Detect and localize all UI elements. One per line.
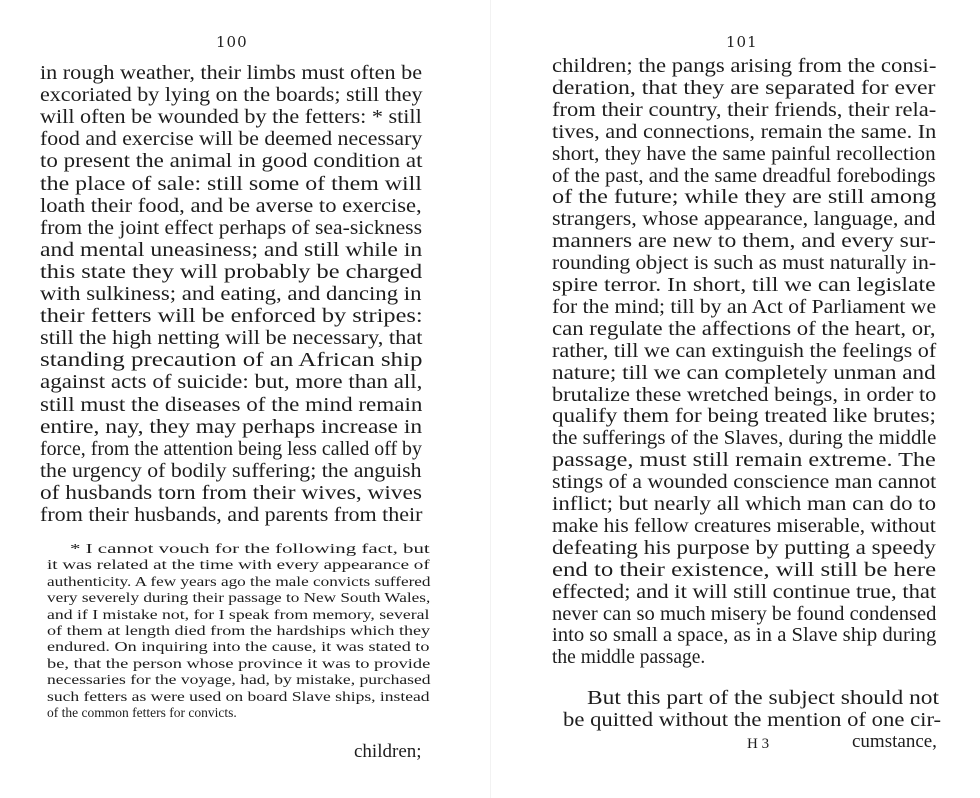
text-line: their fetters will be enforced by stripes: [40, 306, 423, 328]
text-line: excoriated by lying on the boards; still they [40, 85, 423, 107]
footnote-line: very severely during their passage to New South Wales, [47, 590, 431, 606]
footnote-line: and if I mistake not, for I speak from memory, several [47, 606, 430, 622]
text-line: for the mind; till by an Act of Parliament we [552, 296, 937, 318]
text-line: rather, till we can extinguish the feelings of [552, 340, 937, 362]
text-line: food and exercise will be deemed necessary [40, 129, 423, 151]
text-line: the place of sale: still some of them will [40, 173, 422, 195]
text-line: deration, that they are separated for ever [552, 77, 936, 99]
text-line: effected; and it will still continue true, that [552, 581, 937, 603]
text-line: of the past, and the same dreadful forebodings [552, 165, 936, 187]
text-line: in rough weather, their limbs must often be [40, 63, 423, 84]
text-line: end to their existence, will still be here [552, 559, 937, 581]
text-line: to present the animal in good condition at [40, 151, 423, 173]
text-line: tives, and connections, remain the same. In [552, 121, 937, 143]
footnote-line: necessaries for the voyage, had, by mistake, purchased [47, 672, 431, 688]
text-line: children; the pangs arising from the consi- [552, 56, 937, 77]
page-number: 100 [216, 33, 248, 51]
right-page [500, 0, 980, 798]
text-line: never can so much misery be found condensed [552, 603, 937, 625]
text-line: against acts of suicide: but, more than all, [40, 372, 423, 394]
text-line: will often be wounded by the fetters: * still [40, 107, 422, 129]
text-line: brutalize these wretched beings, in order to [552, 384, 937, 406]
catchword: cumstance, [852, 731, 937, 752]
text-line: passage, must still remain extreme. The [552, 450, 936, 472]
text-line: of the future; while they are still among [552, 187, 937, 209]
text-line: loath their food, and be averse to exercise, [40, 195, 422, 217]
text-line: still the high netting will be necessary, that [40, 328, 423, 350]
text-line: be quitted without the mention of one cir- [563, 710, 942, 731]
footnote-line: of the common fetters for convicts. [47, 705, 237, 720]
text-line: into so small a space, as in a Slave ship during [552, 625, 937, 647]
text-line: the sufferings of the Slaves, during the middle [552, 428, 937, 450]
footnote-line: * I cannot vouch for the following fact, but [70, 541, 430, 556]
text-line: can regulate the affections of the heart, or, [552, 318, 936, 340]
text-line: rounding object is such as must naturally in- [552, 253, 937, 275]
text-line: manners are new to them, and every sur- [552, 231, 936, 253]
text-line: still must the diseases of the mind remain [40, 394, 423, 416]
text-line: from their country, their friends, their rela- [552, 99, 937, 121]
footnote-line: authenticity. A few years ago the male convicts suffered [47, 573, 431, 589]
footnote-line: such fetters as were used on board Slave ships, instead [47, 688, 430, 704]
text-line: of husbands torn from their wives, wives [40, 482, 423, 504]
text-line: inflict; but nearly all which man can do to [552, 494, 937, 515]
text-line: from their husbands, and parents from their [40, 505, 423, 526]
footnote-line: endured. On inquiring into the cause, it was stated to [47, 639, 430, 655]
text-line: force, from the attention being less called off by [40, 438, 422, 460]
text-line: and mental uneasiness; and still while in [40, 239, 423, 261]
signature-mark: H 3 [747, 736, 770, 752]
text-line: spire terror. In short, till we can legislate [552, 275, 936, 296]
book-gutter [490, 0, 491, 798]
text-line: the middle passage. [552, 647, 706, 669]
footnote-line: it was related at the time with every appearance of [47, 557, 430, 573]
catchword: children; [354, 741, 422, 762]
text-line: But this part of the subject should not [587, 688, 940, 709]
footnote-line: of them at length died from the hardships which they [47, 623, 431, 638]
footnote-line: be, that the person whose province it was to provide [47, 655, 431, 671]
text-line: qualify them for being treated like brutes; [552, 406, 936, 428]
text-line: nature; till we can completely unman and [552, 362, 936, 384]
text-line: the urgency of bodily suffering; the anguish [40, 460, 422, 482]
text-line: make his fellow creatures miserable, without [552, 515, 936, 537]
text-line: defeating his purpose by putting a speedy [552, 537, 936, 559]
page-number: 101 [726, 33, 758, 51]
text-line: strangers, whose appearance, language, and [552, 209, 936, 231]
left-page [0, 0, 480, 798]
text-line: from the joint effect perhaps of sea-sickness [40, 217, 423, 239]
text-line: standing precaution of an African ship [40, 350, 423, 372]
text-line: short, they have the same painful recollection [552, 143, 936, 165]
text-line: with sulkiness; and eating, and dancing in [40, 284, 422, 305]
text-line: entire, nay, they may perhaps increase in [40, 416, 423, 438]
text-line: stings of a wounded conscience man cannot [552, 472, 937, 494]
text-line: this state they will probably be charged [40, 261, 423, 283]
